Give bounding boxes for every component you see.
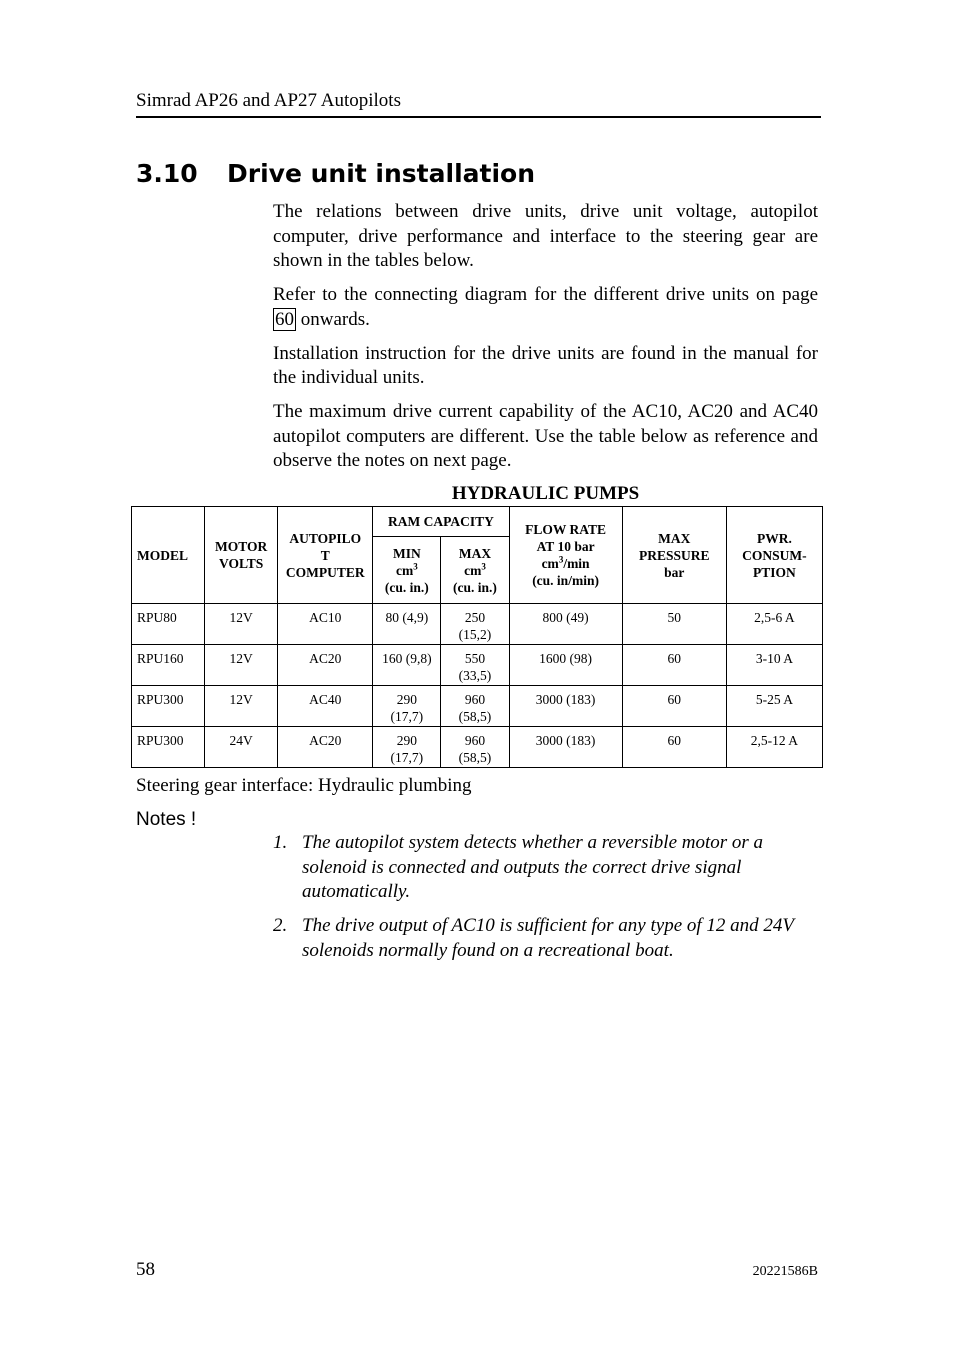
cell-pressure: 60 [622,727,726,768]
header-flow-line4: (cu. in/min) [532,573,599,588]
cell-model: RPU300 [132,686,205,727]
header-ram-capacity: RAM CAPACITY [373,507,509,537]
header-autopilot-computer [278,507,373,604]
cell-min [373,727,441,768]
cell-max-line1: 960 [464,733,486,748]
table-row [132,604,823,645]
header-max-line1: MAX [458,545,492,561]
header-motor-line1: MOTOR [215,539,268,554]
header-min-line1: MIN [392,545,421,561]
paragraph-3: Installation instruction for the drive units are found in the manual for the individual units. [273,342,818,388]
table-row [132,686,823,727]
cell-power: 2,5-12 A [726,727,822,768]
header-autopilot-line1: AUTOPILO [289,530,362,546]
page-reference-link[interactable]: 60 [275,308,294,330]
running-header [136,90,821,118]
paragraph-2 [273,283,818,332]
cell-computer: AC20 [278,727,373,768]
cell-power: 2,5-6 A [726,604,822,645]
body-text [273,200,818,483]
hydraulic-pumps-table [131,506,823,768]
cell-min-line1: 80 (4,9) [385,610,429,625]
cell-min-line1: 290 [396,733,417,748]
steering-gear-interface: Steering gear interface: Hydraulic plumbing [136,775,472,796]
cell-model: RPU300 [132,727,205,768]
cell-volts: 12V [205,604,278,645]
cell-min-line1: 160 (9,8) [382,651,432,666]
header-power-consumption [726,507,822,604]
header-autopilot-line2: T [320,547,330,563]
paragraph-2-tail: onwards. [296,308,370,330]
header-max-pressure [622,507,726,604]
cell-flow: 1600 (98) [509,645,622,686]
cell-max-line1: 550 [464,651,486,666]
header-pressure-line3: bar [664,564,685,580]
cell-max [441,604,509,645]
header-flow-cube: 3 [558,554,564,565]
section-title: Drive unit installation [227,159,535,188]
cell-pressure: 60 [622,686,726,727]
section-heading [136,156,821,192]
notes-heading: Notes ! [136,809,197,830]
section-number: 3.10 [136,159,198,188]
paragraph-2-text: Refer to the connecting diagram for the different drive units on page [273,284,818,305]
cell-computer: AC40 [278,686,373,727]
header-max [441,537,509,604]
table-row [132,645,823,686]
cell-model: RPU80 [132,604,205,645]
cell-min-line2: (17,7) [390,709,424,724]
cell-model: RPU160 [132,645,205,686]
note-item [273,831,818,905]
cell-min [373,645,441,686]
header-max-line3: (cu. in.) [453,579,497,595]
cell-volts: 24V [205,727,278,768]
note-number: 2. [273,915,288,936]
header-power-line1: PWR. [756,530,792,546]
cell-min [373,604,441,645]
header-flow-line3a: cm [541,556,559,571]
cell-max-line1: 250 [464,610,486,625]
cell-min-line1: 290 [396,692,417,707]
cell-max-line1: 960 [464,692,486,707]
table-title: HYDRAULIC PUMPS [451,483,640,504]
header-min-line2: cm [395,562,414,578]
note-number: 1. [273,832,288,853]
header-pressure-line1: MAX [658,530,691,546]
cell-volts: 12V [205,645,278,686]
header-autopilot-line3: COMPUTER [285,564,365,580]
cell-max [441,645,509,686]
cell-max-line2: (58,5) [458,709,492,724]
page-number: 58 [136,1259,155,1280]
cell-pressure: 60 [622,645,726,686]
cell-max [441,686,509,727]
note-item [273,914,818,963]
header-max-line2: cm [464,562,482,578]
header-power-line2: CONSUM- [742,547,807,563]
header-flow-line3b: /min [563,556,590,571]
cell-flow: 3000 (183) [509,727,622,768]
cell-computer: AC10 [278,604,373,645]
cell-max-line2: (15,2) [458,627,492,642]
header-model: MODEL [132,507,205,604]
cell-computer: AC20 [278,645,373,686]
cell-max-line2: (58,5) [458,750,492,765]
note-text: The autopilot system detects whether a reversible motor or a solenoid is connected and outputs the correct drive signal automatically. [302,832,764,902]
cell-min [373,686,441,727]
document-number: 20221586B [752,1264,818,1279]
cell-max-line2: (33,5) [458,668,492,683]
header-max-cube: 3 [481,561,486,571]
cell-pressure: 50 [622,604,726,645]
cell-power: 5-25 A [726,686,822,727]
header-min-line3: (cu. in.) [384,579,429,595]
cell-volts: 12V [205,686,278,727]
header-min [373,537,441,604]
header-title: Simrad AP26 and AP27 Autopilots [136,90,401,111]
table-row [132,727,823,768]
header-flow-line2: AT 10 bar [536,539,595,554]
paragraph-1: The relations between drive units, drive unit voltage, autopilot computer, drive performance and interface to the steering gear are shown in the tables below. [273,201,818,271]
header-motor-line2: VOLTS [219,556,264,571]
header-flow-rate [509,507,622,604]
cell-flow: 800 (49) [509,604,622,645]
header-pressure-line2: PRESSURE [638,547,710,563]
header-min-cube: 3 [413,561,418,571]
header-flow-line1: FLOW RATE [525,522,607,537]
cell-power: 3-10 A [726,645,822,686]
notes-list [273,831,818,973]
note-text: The drive output of AC10 is sufficient for any type of 12 and 24V solenoids normally found on a recreational boat. [302,915,794,961]
paragraph-4: The maximum drive current capability of the AC10, AC20 and AC40 autopilot computers are different. Use the table below as reference and observe the notes on next page. [273,401,818,471]
cell-min-line2: (17,7) [390,750,424,765]
header-motor-volts [205,507,278,604]
header-power-line3: PTION [753,564,796,580]
cell-max [441,727,509,768]
cell-flow: 3000 (183) [509,686,622,727]
